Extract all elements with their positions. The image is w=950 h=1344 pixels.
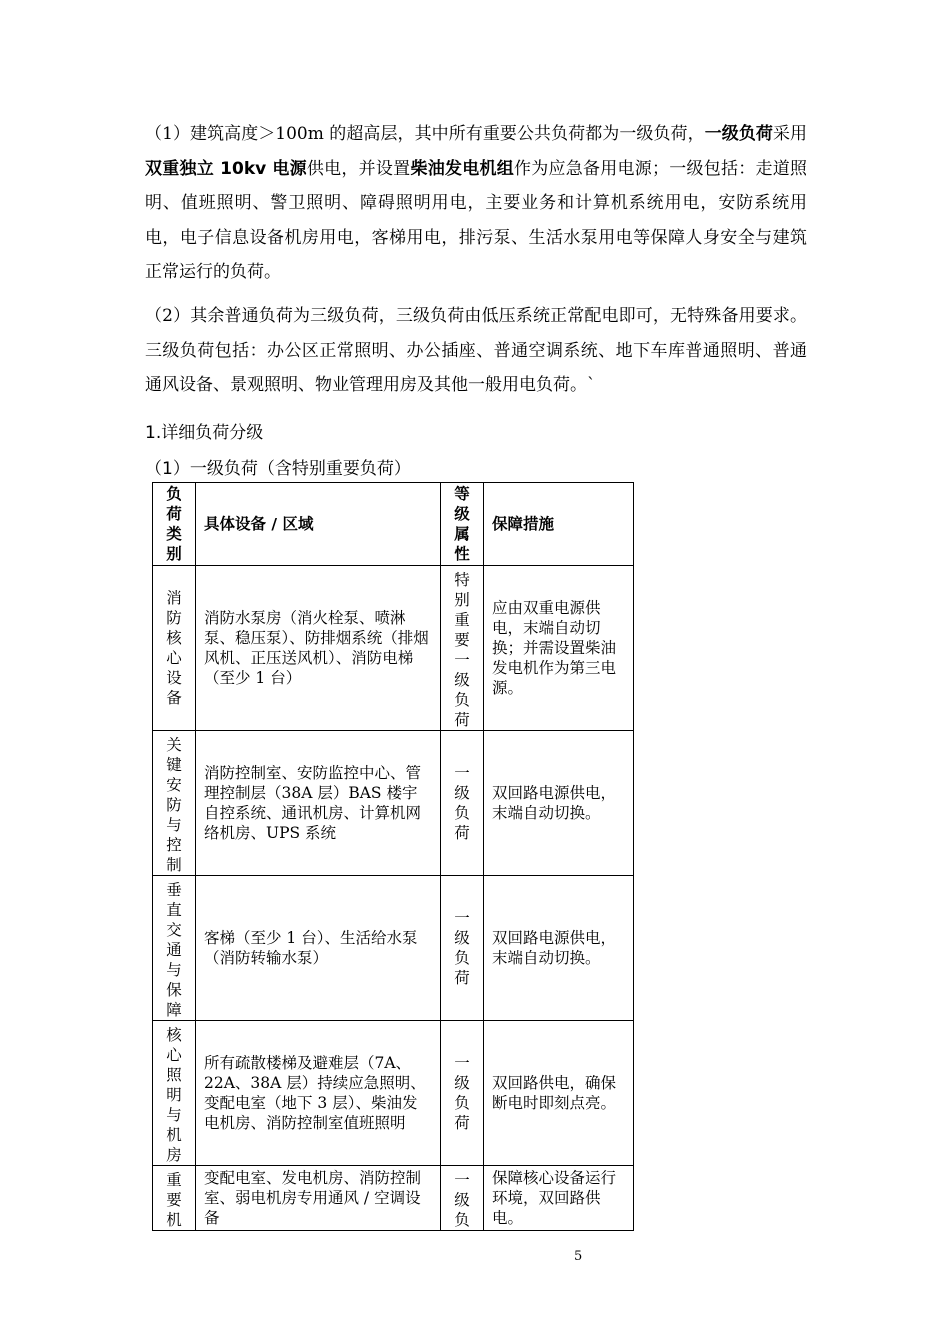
header-category: 负荷类别 (153, 483, 196, 566)
cell-level: 一级负荷 (441, 731, 484, 876)
cell-devices: 消防控制室、安防监控中心、管理控制层（38A 层）BAS 楼宇自控系统、通讯机房、计算机网络机房、UPS 系统 (196, 731, 441, 876)
cell-devices: 客梯（至少 1 台）、生活给水泵（消防转输水泵） (196, 876, 441, 1021)
table-row (153, 731, 634, 876)
cell-category: 核心照明与机房 (153, 1021, 196, 1166)
para1-bold-first-level: 一级负荷 (704, 124, 773, 144)
table-row (153, 1021, 634, 1166)
section-heading: 1.详细负荷分级 (145, 423, 264, 443)
header-measures: 保障措施 (484, 483, 634, 566)
cell-category: 重要机 (153, 1166, 196, 1231)
cell-measures: 双回路供电，确保断电时即刻点亮。 (484, 1021, 634, 1166)
para1-text-2: 采用 (772, 124, 808, 144)
cell-category: 消防核心设备 (153, 566, 196, 731)
cell-level: 特别重要一级负荷 (441, 566, 484, 731)
cell-measures: 应由双重电源供电，末端自动切换；并需设置柴油发电机作为第三电源。 (484, 566, 634, 731)
table-row (153, 876, 634, 1021)
header-level: 等级属性 (441, 483, 484, 566)
para1-text-4: 作为应急备用电源；一级包括：走道照明、值班照明、警卫照明、障碍照明用电，主要业务和计算机系统用电，安防系统用电，电子信息设备机房用电，客梯用电，排污泵、生活水泵用电等保障人身安全与建筑正常运行的负荷。 (145, 158, 808, 282)
load-classification-table (152, 482, 634, 1231)
cell-measures: 双回路电源供电，末端自动切换。 (484, 731, 634, 876)
sub-heading: （1）一级负荷（含特别重要负荷） (145, 459, 411, 479)
cell-devices: 所有疏散楼梯及避难层（7A、22A、38A 层）持续应急照明、变配电室（地下 3 层）、柴油发电机房、消防控制室值班照明 (196, 1021, 441, 1166)
paragraph-third-level-load: （2）其余普通负荷为三级负荷，三级负荷由低压系统正常配电即可，无特殊备用要求。三级负荷包括：办公区正常照明、办公插座、普通空调系统、地下车库普通照明、普通通风设备、景观照明、物业管理用房及其他一般用电负荷。` (145, 306, 807, 395)
table-row (153, 1166, 634, 1231)
cell-level: 一级负 (441, 1166, 484, 1231)
para1-text-3: 供电，并设置 (306, 158, 411, 179)
cell-category: 垂直交通与保障 (153, 876, 196, 1021)
header-devices: 具体设备 / 区域 (196, 483, 441, 566)
paragraph-first-level-load (145, 117, 807, 290)
table-header-row (153, 483, 634, 566)
para1-bold-dual-source: 双重独立 10kv 电源 (145, 158, 307, 179)
para1-text-1: （1）建筑高度＞100m 的超高层，其中所有重要公共负荷都为一级负荷， (145, 124, 705, 144)
table-row (153, 566, 634, 731)
cell-category: 关键安防与控制 (153, 731, 196, 876)
cell-level: 一级负荷 (441, 876, 484, 1021)
cell-measures: 保障核心设备运行环境，双回路供电。 (484, 1166, 634, 1231)
cell-measures: 双回路电源供电，末端自动切换。 (484, 876, 634, 1021)
page-number: 5 (574, 1249, 583, 1264)
para1-bold-diesel: 柴油发电机组 (410, 158, 514, 179)
cell-devices: 变配电室、发电机房、消防控制室、弱电机房专用通风 / 空调设备 (196, 1166, 441, 1231)
cell-level: 一级负荷 (441, 1021, 484, 1166)
cell-devices: 消防水泵房（消火栓泵、喷淋泵、稳压泵）、防排烟系统（排烟风机、正压送风机）、消防电梯（至少 1 台） (196, 566, 441, 731)
